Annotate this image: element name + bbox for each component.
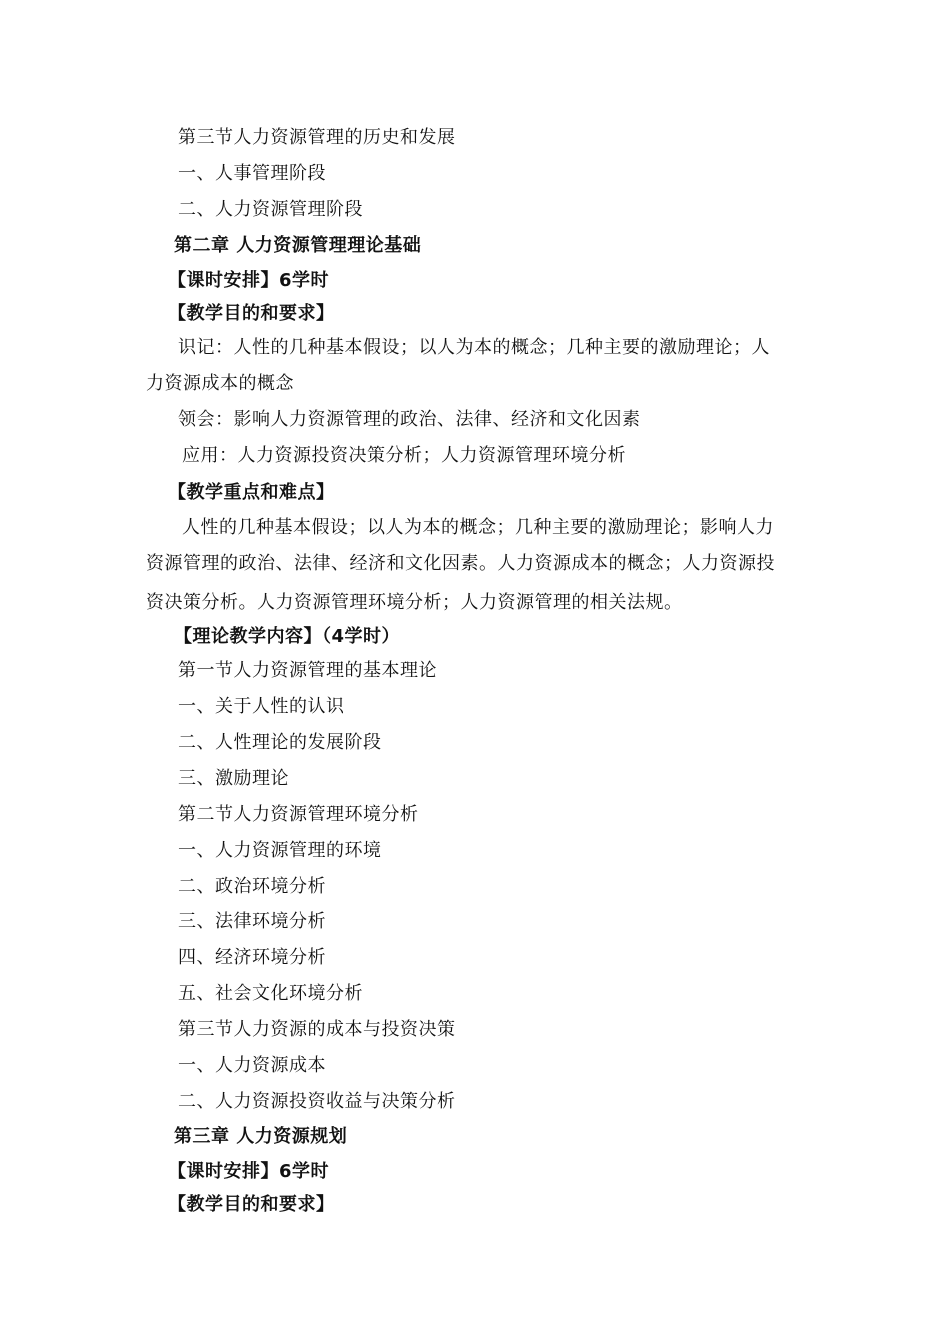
paragraph-line: 资决策分析。人力资源管理环境分析；人力资源管理的相关法规。 bbox=[146, 592, 683, 613]
list-item: 三、激励理论 bbox=[178, 768, 289, 789]
section-heading: 第三节人力资源管理的历史和发展 bbox=[178, 127, 456, 148]
paragraph-line: 识记：人性的几种基本假设；以人为本的概念；几种主要的激励理论；人 bbox=[178, 337, 770, 358]
list-item: 二、人性理论的发展阶段 bbox=[178, 732, 382, 753]
paragraph-line: 领会：影响人力资源管理的政治、法律、经济和文化因素 bbox=[178, 409, 641, 430]
list-item: 二、人力资源管理阶段 bbox=[178, 199, 363, 220]
paragraph-line: 资源管理的政治、法律、经济和文化因素。人力资源成本的概念；人力资源投 bbox=[146, 553, 775, 574]
paragraph-line: 力资源成本的概念 bbox=[146, 373, 294, 394]
class-hours: 【课时安排】6学时 bbox=[168, 1161, 330, 1182]
section-heading: 第一节人力资源管理的基本理论 bbox=[178, 660, 437, 681]
section-heading: 第三节人力资源的成本与投资决策 bbox=[178, 1019, 456, 1040]
paragraph-line: 应用：人力资源投资决策分析；人力资源管理环境分析 bbox=[182, 445, 626, 466]
paragraph-line: 人性的几种基本假设；以人为本的概念；几种主要的激励理论；影响人力 bbox=[182, 517, 774, 538]
list-item: 二、政治环境分析 bbox=[178, 876, 326, 897]
key-points-heading: 【教学重点和难点】 bbox=[168, 482, 335, 503]
class-hours: 【课时安排】6学时 bbox=[168, 270, 330, 291]
list-item: 一、人事管理阶段 bbox=[178, 163, 326, 184]
list-item: 一、人力资源管理的环境 bbox=[178, 840, 382, 861]
chapter-heading: 第二章 人力资源管理理论基础 bbox=[174, 235, 422, 256]
objectives-heading: 【教学目的和要求】 bbox=[168, 303, 335, 324]
list-item: 五、社会文化环境分析 bbox=[178, 983, 363, 1004]
list-item: 一、人力资源成本 bbox=[178, 1055, 326, 1076]
section-heading: 第二节人力资源管理环境分析 bbox=[178, 804, 419, 825]
list-item: 二、人力资源投资收益与决策分析 bbox=[178, 1091, 456, 1112]
list-item: 四、经济环境分析 bbox=[178, 947, 326, 968]
objectives-heading: 【教学目的和要求】 bbox=[168, 1194, 335, 1215]
list-item: 三、法律环境分析 bbox=[178, 911, 326, 932]
chapter-heading: 第三章 人力资源规划 bbox=[174, 1126, 348, 1147]
list-item: 一、关于人性的认识 bbox=[178, 696, 345, 717]
theory-content-heading: 【理论教学内容】（4学时） bbox=[174, 626, 401, 647]
